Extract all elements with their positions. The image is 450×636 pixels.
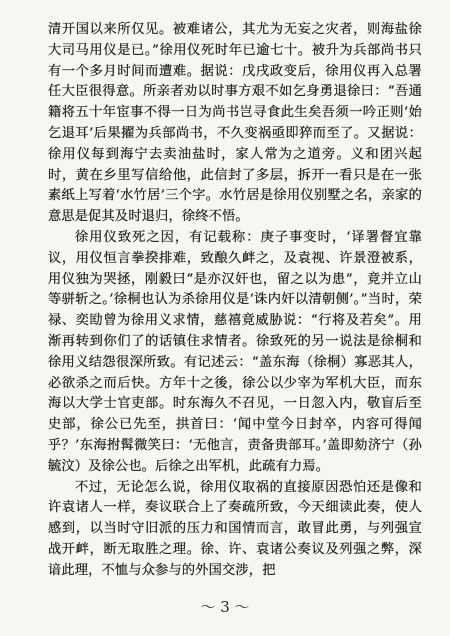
body-text <box>48 20 422 582</box>
paragraph-2: 徐用仪致死之因，有记载称：庚子事变时，‘译署督宜靠议，用仪恒言拳揆排难，致酿久衅之，及袁视、许景澄被系，用仪独为哭拯，刚毅曰“是亦汉奸也，留之以为患”，竟并立山等骈斩之。’徐桐也认为杀徐用仪是‘诛内奸以清朝侧’。”当时，荣禄、奕劻曾为徐用义求情，慈禧竟威胁说：“行将及若矣”。用渐再转到你们了的话镇住求情者。徐致死的另一说法是徐桐和徐用义结怨很深所致。有记述云：“盖东海（徐桐）寡恶其人，必欲杀之而后快。方年十之後，徐公以少宰为军机大臣，而东海以大学士官吏部。时东海久不召见，一日忽入内，敬盲后至史部，徐公已先至，拱首曰：‘闻中堂今日封卒，内容可得闻乎？’东海拊髯微笑曰：‘无他言，责备贵部耳。’盖即劾济宁（孙毓汶）及徐公也。后徐之出军机，此疏有力焉。 <box>48 229 422 474</box>
page-number: ～ 3 ～ <box>200 598 250 616</box>
paragraph-1: 清开国以来所仅见。被难诸公，其尤为无妄之灾者，则海盐徐大司马用仪是已。”徐用仪死时年已逾七十。被升为兵部尚书只有一个多月时间而遭难。据说：戊戌政变后，徐用仪再入总署任大臣很得意。所亲者劝以时事方艰不如乞身勇退徐曰：“吾通籍将五十年宦事不得一日为尚书岂寻食此生矣吾须一吟正则‘始乞退耳’后果擢为兵部尚书，不久变祸亟即猝而至了。又据说：徐用仪每到海宁去卖油盐时，家人常为之道旁。义和团兴起时，黄在乡里写信给他，此信封了多层，拆开一看只是在一张素纸上写着‘水竹居’三个字。水竹居是徐用仪别墅之名，亲家的意思是促其及时退归，徐终不悟。 <box>48 22 422 225</box>
paragraph-3: 不过，无论怎么说，徐用仪取祸的直接原因恐怕还是像和许袁诸人一样，奏议联合上了奏疏所致，今天细读此奏，使人感到，以当时守旧派的压力和国情而言，敢冒此勇，与列强宣战开衅，断无取胜之理。徐、许、袁诸公奏议及列强之弊，深谙此理，不恤与众参与的外国交涉，把 <box>48 479 422 578</box>
